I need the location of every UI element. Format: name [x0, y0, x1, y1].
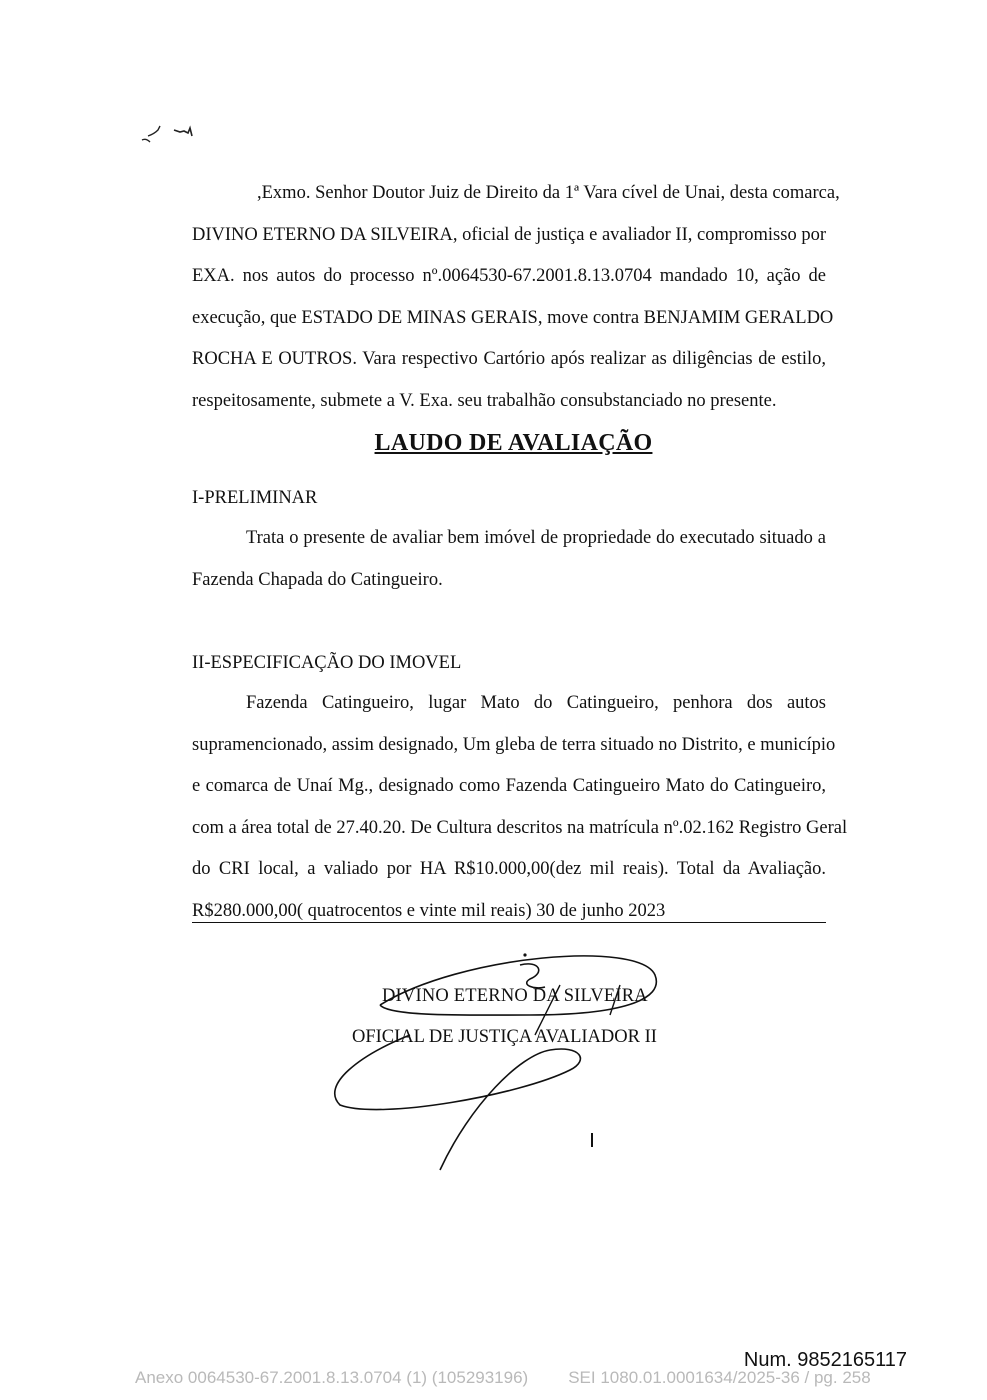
- preliminar-paragraph: [192, 518, 826, 601]
- section-heading-especificacao: II-ESPECIFICAÇÃO DO IMOVEL: [192, 653, 462, 673]
- spec-line-1: Fazenda Catingueiro, lugar Mato do Catingueiro, penhora dos autos: [246, 693, 826, 713]
- intro-line-3: EXA. nos autos do processo nº.0064530-67.2001.8.13.0704 mandado 10, ação de: [192, 266, 826, 286]
- footer-sei: SEI 1080.01.0001634/2025-36 / pg. 258: [568, 1368, 871, 1387]
- pen-mark: [590, 1132, 594, 1148]
- spec-line-6: R$280.000,00( quatrocentos e vinte mil reais) 30 de junho 2023: [192, 900, 666, 921]
- preliminar-line-1: Trata o presente de avaliar bem imóvel de propriedade do executado situado a: [246, 528, 826, 548]
- footer-annotation: [135, 1368, 871, 1388]
- spec-line-2: supramencionado, assim designado, Um gleba de terra situado no Distrito, e município: [192, 734, 836, 755]
- intro-line-2: DIVINO ETERNO DA SILVEIRA, oficial de justiça e avaliador II, compromisso por: [192, 224, 826, 245]
- handwritten-signature: [320, 945, 680, 1185]
- spec-line-3: e comarca de Unaí Mg., designado como Fazenda Catingueiro Mato do Catingueiro,: [192, 776, 826, 796]
- section-heading-preliminar: I-PRELIMINAR: [192, 488, 318, 508]
- spec-line-5: do CRI local, a valiado por HA R$10.000,00(dez mil reais). Total da Avaliação.: [192, 859, 826, 879]
- intro-line-4: execução, que ESTADO DE MINAS GERAIS, move contra BENJAMIM GERALDO: [192, 307, 834, 328]
- especificacao-paragraph: [192, 683, 848, 932]
- intro-line-1: ,Exmo. Senhor Doutor Juiz de Direito da 1ª Vara cível de Unai, desta comarca,: [257, 183, 840, 203]
- document-number: Num. 9852165117: [743, 1349, 907, 1371]
- intro-paragraph: [192, 173, 840, 422]
- spec-line-4: com a área total de 27.40.20. De Cultura descritos na matrícula nº.02.162 Registro Geral: [192, 817, 848, 838]
- handwritten-mark: [140, 120, 200, 150]
- preliminar-line-2: Fazenda Chapada do Catingueiro.: [192, 569, 443, 590]
- document-title: LAUDO DE AVALIAÇÃO: [374, 430, 653, 456]
- footer-annex: Anexo 0064530-67.2001.8.13.0704 (1) (105293196): [135, 1368, 529, 1387]
- signatory-role: OFICIAL DE JUSTIÇA AVALIADOR II: [352, 1027, 657, 1047]
- intro-line-6: respeitosamente, submete a V. Exa. seu trabalhão consubstanciado no presente.: [192, 390, 777, 411]
- divider-rule: [192, 922, 826, 923]
- signatory-name: DIVINO ETERNO DA SILVEIRA: [382, 986, 648, 1006]
- intro-line-5: ROCHA E OUTROS. Vara respectivo Cartório após realizar as diligências de estilo,: [192, 349, 826, 369]
